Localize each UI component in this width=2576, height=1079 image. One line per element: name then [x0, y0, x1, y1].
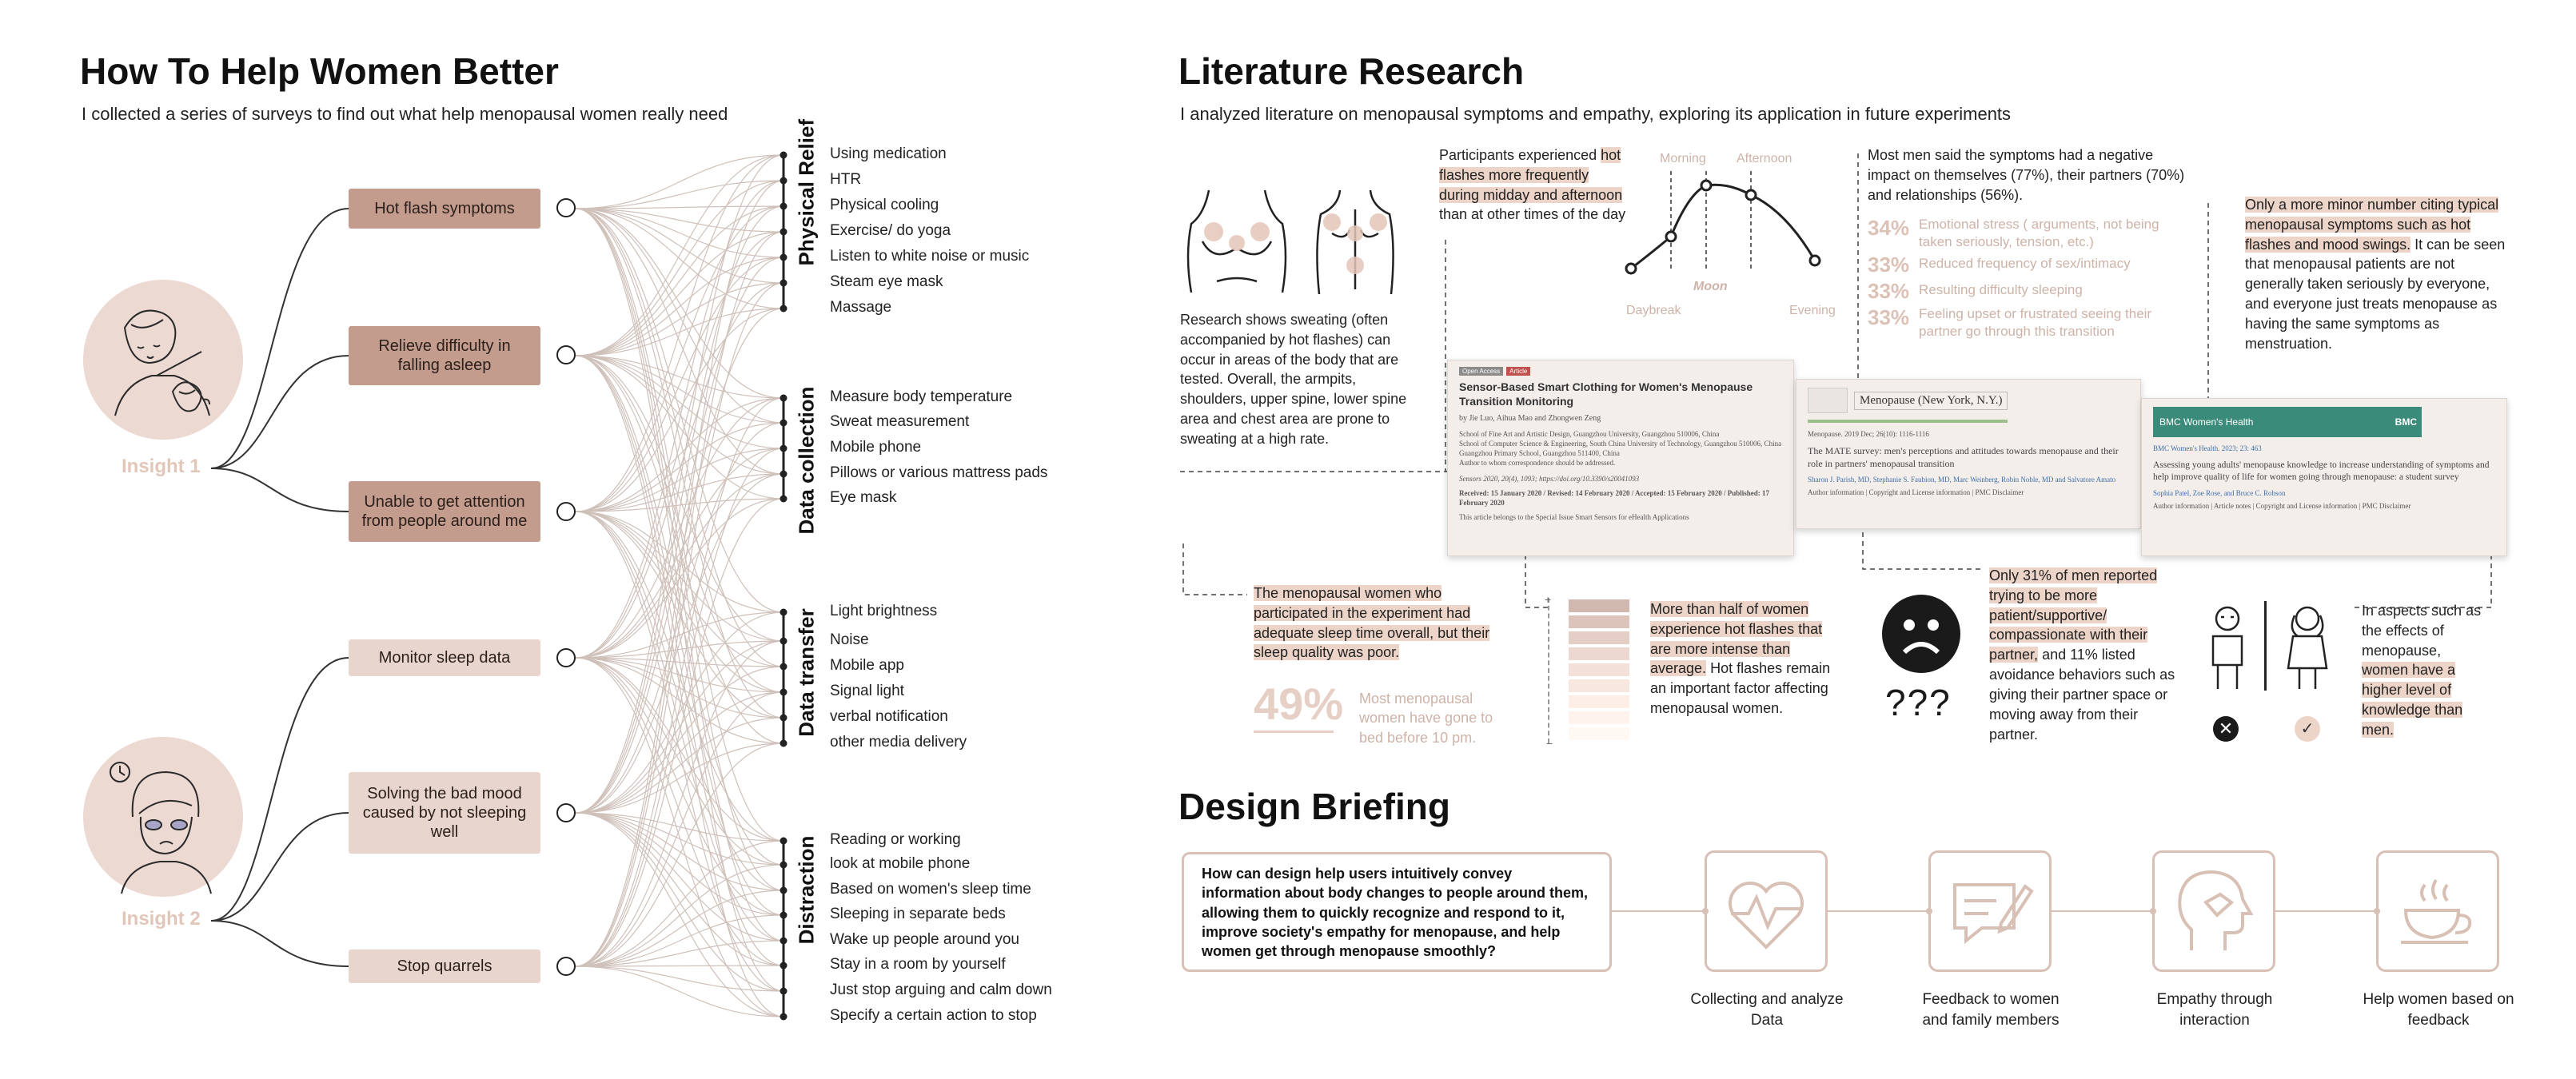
solution-item: Mobile phone — [830, 439, 922, 456]
stat-label: Feeling upset or frustrated seeing their partner go through this transition — [1919, 306, 2152, 340]
briefing-step-label: Help women based on feedback — [2363, 991, 2514, 1029]
solution-item: Stay in a room by yourself — [830, 956, 1006, 973]
sleep-percentage: 49% — [1254, 679, 1344, 729]
connector-dot — [2150, 908, 2156, 914]
intensity-plus-sign: + — [1545, 593, 1552, 606]
need-node[interactable]: Solving the bad mood caused by not sleeping well — [349, 772, 540, 854]
paper-meta: BMC Women's Health. 2023; 23: 463 — [2153, 444, 2262, 452]
paper-links: Author information | Copyright and License information | PMC Disclaimer — [1808, 488, 2024, 497]
solution-item: Mobile app — [830, 657, 904, 674]
hot-flash-timeline-chart — [1615, 149, 1839, 324]
left-subtitle: I collected a series of surveys to find out what help menopausal women really need — [82, 104, 728, 124]
stat-pct: 33% — [1868, 279, 1910, 304]
solution-item: Signal light — [830, 683, 904, 699]
solution-item: Specify a certain action to stop — [830, 1007, 1037, 1024]
intensity-bar — [1569, 727, 1629, 740]
paper-title: Sensor-Based Smart Clothing for Women's Menopause Transition Monitoring — [1459, 380, 1753, 408]
solution-item: Massage — [830, 299, 892, 316]
need-node[interactable]: Monitor sleep data — [349, 639, 540, 676]
intensity-bar — [1569, 615, 1629, 628]
category-label-data-transfer: Data transfer — [794, 608, 819, 737]
connector-dot — [1702, 908, 1709, 914]
paper-links: Author information | Article notes | Copyright and License information | PMC Disclaimer — [2153, 502, 2411, 511]
paper-card-sensor-clothing[interactable] — [1447, 360, 1794, 556]
check-icon: ✓ — [2295, 716, 2320, 742]
paper-meta: Menopause. 2019 Dec; 26(10): 1116-1116 — [1808, 430, 1929, 438]
paper-title: Assessing young adults' menopause knowledge to increase understanding of symptoms and help improve quality of life for women going through menopause: a student survey — [2153, 460, 2490, 483]
feedback-note-icon — [1928, 850, 2052, 972]
paper-affiliation: School of Fine Art and Artistic Design, Guangzhou University, Guangzhou 510006, China — [1459, 429, 1720, 438]
solution-item: Just stop arguing and calm down — [830, 981, 1052, 998]
insight-2-label: Insight 2 — [122, 908, 201, 930]
solution-item: Steam eye mask — [830, 273, 943, 290]
solution-item: Pillows or various mattress pads — [830, 464, 1048, 481]
paper-affiliation: School of Computer Science & Engineering, South China University of Technology, Guangzhou 510006, China — [1459, 439, 1782, 448]
solution-item: HTR — [830, 171, 862, 188]
solution-item: Using medication — [830, 145, 947, 162]
timeline-label: Moon — [1693, 280, 1728, 293]
article-tag: Article — [1506, 367, 1530, 376]
heart-pulse-icon — [1705, 850, 1828, 972]
timeline-series-line — [1631, 185, 1815, 269]
journal-logo — [1808, 388, 1848, 413]
solution-item: Noise — [830, 631, 869, 648]
man-icon — [2207, 604, 2248, 698]
journal-rule — [1808, 420, 2008, 423]
category-label-physical-relief: Physical Relief — [794, 118, 819, 266]
intensity-minus-sign: − — [1546, 737, 1553, 750]
solution-item: verbal notification — [830, 708, 948, 725]
timeline-point — [1666, 232, 1676, 241]
paper-card-bmc-survey[interactable] — [2141, 398, 2507, 556]
briefing-step-label: Empathy through interaction — [2156, 991, 2273, 1029]
journal-badge: BMC — [2395, 416, 2417, 428]
sweat-research-text: Research shows sweating (often accompanied by hot flashes) can occur in areas of the body that are tested. Overall, the armpits, shoulders, upper spine, lower spine area and chest area are prone to sweating at a high rate. — [1180, 312, 1407, 447]
intensity-bar — [1569, 711, 1629, 724]
stat-label: Resulting difficulty sleeping — [1919, 282, 2083, 298]
solution-item: Wake up people around you — [830, 931, 1019, 948]
timeline-point — [1810, 256, 1820, 265]
sleep-quality-text: The menopausal women who participated in the experiment had adequate sleep time overall, but their sleep quality was poor. — [1254, 585, 1490, 661]
solution-item: Based on women's sleep time — [830, 881, 1031, 898]
intensity-bar — [1569, 679, 1629, 692]
men-impact-text: Most men said the symptoms had a negative impact on themselves (77%), their partners (70%) and relationships (56%). — [1868, 147, 2185, 203]
hot-flash-timing-text: Participants experienced hot flashes more frequently during midday and afternoon than at other times of the day — [1439, 147, 1626, 223]
question-marks: ??? — [1885, 682, 1952, 723]
intensity-bars — [1569, 599, 1629, 743]
solution-item: Measure body temperature — [830, 388, 1013, 405]
solution-item: Reading or working — [830, 831, 961, 848]
intensity-bar — [1569, 695, 1629, 708]
timeline-point — [1746, 190, 1756, 200]
stat-label: Reduced frequency of sex/intimacy — [1919, 256, 2131, 272]
briefing-step-label: Collecting and analyze Data — [1690, 991, 1844, 1029]
cross-icon: ✕ — [2213, 716, 2239, 742]
intensity-bar — [1569, 663, 1629, 676]
woman-icon — [2283, 604, 2331, 698]
timeline-label: Morning — [1660, 152, 1706, 165]
empathy-head-icon — [2152, 850, 2275, 972]
paper-authors: Sharon J. Parish, MD, Stephanie S. Faubion, MD, Marc Weinberg, Robin Noble, MD and Salvatore Amato — [1808, 476, 2116, 484]
sleep-underline — [1254, 731, 1334, 733]
intensity-bar — [1569, 631, 1629, 644]
body-back-icon — [1308, 185, 1402, 301]
stat-pct: 33% — [1868, 253, 1910, 277]
stat-label: Emotional stress ( arguments, not being taken seriously, tension, etc.) — [1919, 217, 2159, 250]
insight-1-label: Insight 1 — [122, 456, 201, 477]
need-node[interactable]: Relieve difficulty in falling asleep — [349, 326, 540, 385]
hot-flash-intensity-text: More than half of women experience hot flashes that are more intense than average. Hot flashes remain an important factor affecting menopausal women. — [1650, 601, 1831, 717]
intensity-axis — [1548, 598, 1553, 743]
timeline-point — [1626, 264, 1636, 273]
journal-name: BMC Women's Health — [2159, 416, 2254, 428]
left-title: How To Help Women Better — [80, 50, 559, 92]
timeline-label: Daybreak — [1626, 304, 1681, 317]
intensity-bar — [1569, 647, 1629, 660]
need-node[interactable]: Unable to get attention from people around me — [349, 481, 540, 542]
need-node[interactable]: Stop quarrels — [349, 950, 540, 983]
solution-item: Sleeping in separate beds — [830, 906, 1006, 922]
right-subtitle: I analyzed literature on menopausal symptoms and empathy, exploring its application in future experiments — [1180, 104, 2012, 124]
solution-item: other media delivery — [830, 734, 967, 751]
solution-item: Exercise/ do yoga — [830, 222, 951, 239]
category-label-data-collection: Data collection — [794, 386, 819, 535]
journal-name: Menopause (New York, N.Y.) — [1854, 392, 2008, 410]
solution-item: Listen to white noise or music — [830, 248, 1030, 265]
paper-note: This article belongs to the Special Issue Smart Sensors for eHealth Applications — [1459, 513, 1689, 522]
intensity-bar — [1569, 599, 1629, 612]
paper-affiliation: Author to whom correspondence should be addressed. — [1459, 458, 1616, 467]
knowledge-text: In aspects such as the effects of menopause, women have a higher level of knowledge than men. — [2362, 603, 2482, 738]
briefing-question: How can design help users intuitively convey information about body changes to people around them, allowing them to quickly recognize and respond to it, improve society's empathy for menopause, and help women get through menopause smoothly? — [1182, 852, 1612, 972]
timeline-label: Afternoon — [1737, 152, 1792, 165]
body-front-icon — [1185, 185, 1289, 301]
men-impact-stats — [1868, 216, 2187, 340]
solution-item: Sweat measurement — [830, 413, 970, 430]
paper-dates: Received: 15 January 2020 / Revised: 14 February 2020 / Accepted: 15 February 2020 / Published: 17 February 2020 — [1459, 489, 1769, 508]
open-access-tag: Open Access — [1459, 367, 1503, 376]
solution-item: look at mobile phone — [830, 855, 971, 872]
paper-title: The MATE survey: men's perceptions and attitudes towards menopause and their role in partners' menopausal transition — [1808, 445, 2119, 469]
timeline-point — [1701, 181, 1711, 190]
solution-item: Light brightness — [830, 603, 938, 619]
briefing-step-label: Feedback to women and family members — [1922, 991, 2060, 1029]
solution-item: Physical cooling — [830, 197, 939, 213]
comparison-divider — [2264, 601, 2267, 691]
paper-citation: Sensors 2020, 20(4), 1093; https://doi.org/10.3390/s20041093 — [1459, 475, 1640, 484]
timeline-label: Evening — [1789, 304, 1836, 317]
paper-authors: by Jie Luo, Aihua Mao and Zhongwen Zeng — [1459, 414, 1601, 423]
paper-affiliation: Guangzhou Primary School, Guangzhou 511400, China — [1459, 448, 1620, 457]
briefing-title: Design Briefing — [1178, 786, 1450, 827]
teacup-icon — [2376, 850, 2499, 972]
connector-dot — [1926, 908, 1932, 914]
sleep-percentage-label: Most menopausal women have gone to bed before 10 pm. — [1359, 691, 1493, 746]
category-label-distraction: Distraction — [794, 835, 819, 945]
paper-authors: Sophia Patel, Zoe Rose, and Bruce C. Robson — [2153, 489, 2286, 498]
need-node[interactable]: Hot flash symptoms — [349, 189, 540, 229]
minor-symptoms-text: Only a more minor number citing typical menopausal symptoms such as hot flashes and mood swings. It can be seen that menopausal patients are not generally taken seriously by everyone, and everyone just treats menopause as having the same symptoms as menstruation. — [2245, 197, 2506, 352]
sad-face-icon — [1882, 595, 1960, 673]
solution-item: Eye mask — [830, 489, 897, 506]
connector-dot — [2374, 908, 2380, 914]
men-support-text: Only 31% of men reported trying to be more patient/supportive/ compassionate with their partner, and 11% listed avoidance behaviors such as giving their partner space or moving away from their partner. — [1989, 567, 2175, 743]
right-title: Literature Research — [1178, 50, 1525, 92]
paper-card-mate-survey[interactable] — [1796, 379, 2141, 529]
stat-pct: 34% — [1868, 216, 1910, 240]
stat-pct: 33% — [1868, 305, 1910, 330]
